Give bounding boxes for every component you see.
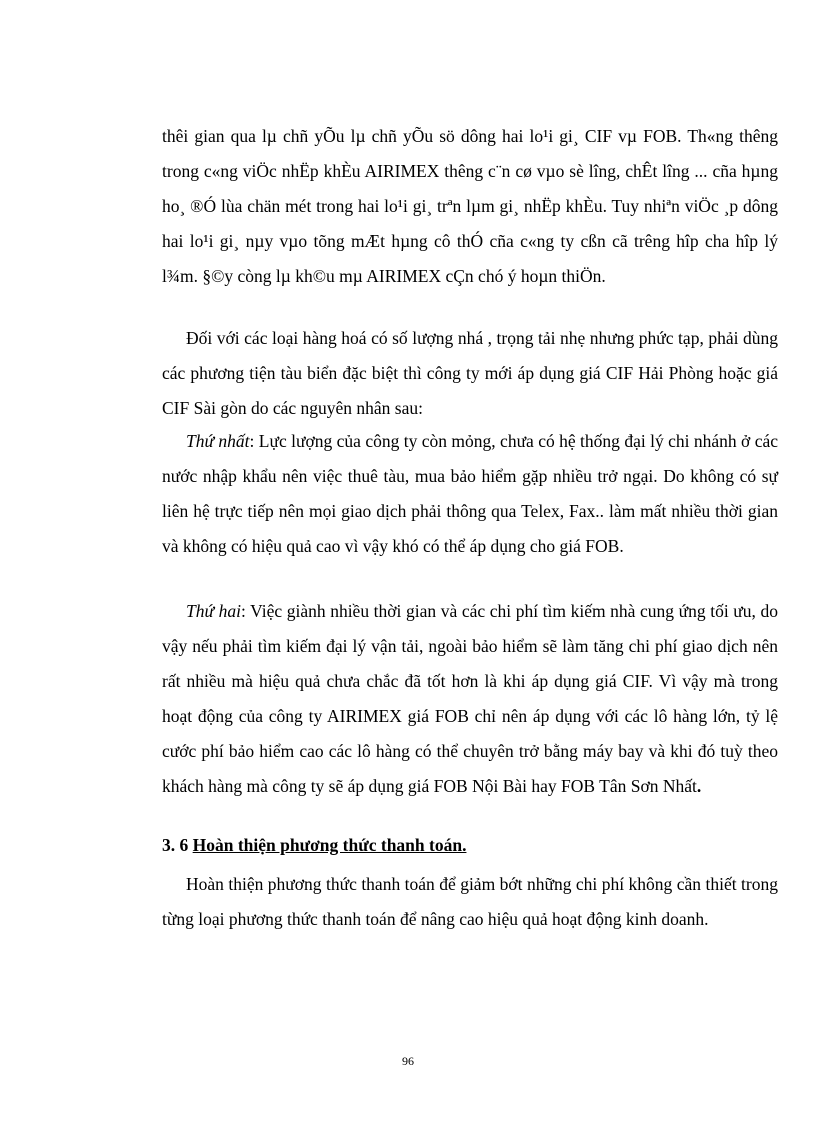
page-number: 96 [402,1054,414,1068]
first-reason-body: : Lực lượng của công ty còn mỏng, chưa có hệ thống đại lý chi nhánh ở các nước nhập khẩu nên việc thuê tàu, mua bảo hiểm gặp nhiều trở ngại. Do không có sự liên hệ trực tiếp nên mọi giao dịch phải thông qua Telex, Fax.. làm mất nhiều thời gian và không có hiệu quả cao vì vậy khó có thể áp dụng cho giá FOB. [162,431,779,556]
section-number: 3. 6 [162,835,193,855]
paragraph-cif-reasons: Đối với các loại hàng hoá có số lượng nhá , trọng tải nhẹ nhưng phức tạp, phải dùng các phương tiện tàu biển đặc biệt thì công ty mới áp dụng giá CIF Hải Phòng hoặc giá CIF Sài gòn do các nguyên nhân sau: [162,328,778,418]
second-reason-lead: Thứ hai [186,601,241,621]
section-title: Hoàn thiện phương thức thanh toán. [192,835,467,855]
section-heading [162,828,778,863]
paragraph-first-reason [162,424,778,564]
first-reason-lead: Thứ nhất [186,431,250,451]
paragraph-second-reason [162,594,778,804]
paragraph-payment-improvement: Hoàn thiện phương thức thanh toán để giảm bớt những chi phí không cần thiết trong từng loại phương thức thanh toán để nâng cao hiệu quả hoạt động kinh doanh. [162,874,778,929]
second-reason-end: . [696,776,702,796]
paragraph-airimex-pricing: thêi gian qua lµ chñ yÕu lµ chñ yÕu sö dông hai lo¹i gi¸ CIF vµ FOB. Th«ng thêng trong c«ng viÖc nhËp khÈu AIRIMEX thêng c¨n cø vµo sè lîng, chÊt lîng ... cña hµng ho¸ ®Ó lùa chän mét trong hai lo¹i gi¸ trªn lµm gi¸ nhËp khÈu. Tuy nhiªn viÖc ¸p dông hai lo¹i gi¸ nµy vµo tõng mÆt hµng cô thÓ cña c«ng ty cßn cã trêng hîp cha hîp lý l¾m. §©y còng lµ kh©u mµ AIRIMEX cÇn chó ý hoµn thiÖn. [162,126,778,286]
second-reason-body: : Việc giành nhiều thời gian và các chi phí tìm kiếm nhà cung ứng tối ưu, do vậy nếu phải tìm kiếm đại lý vận tải, ngoài bảo hiểm sẽ làm tăng chi phí giao dịch nên rất nhiều mà hiệu quả chưa chắc đã tốt hơn là khi áp dụng giá CIF. Vì vậy mà trong hoạt động của công ty AIRIMEX giá FOB chỉ nên áp dụng với các lô hàng lớn, tỷ lệ cước phí bảo hiểm cao các lô hàng có thể chuyên trở bằng máy bay và khi đó tuỳ theo khách hàng mà công ty sẽ áp dụng giá FOB Nội Bài hay FOB Tân Sơn Nhất [162,601,779,796]
